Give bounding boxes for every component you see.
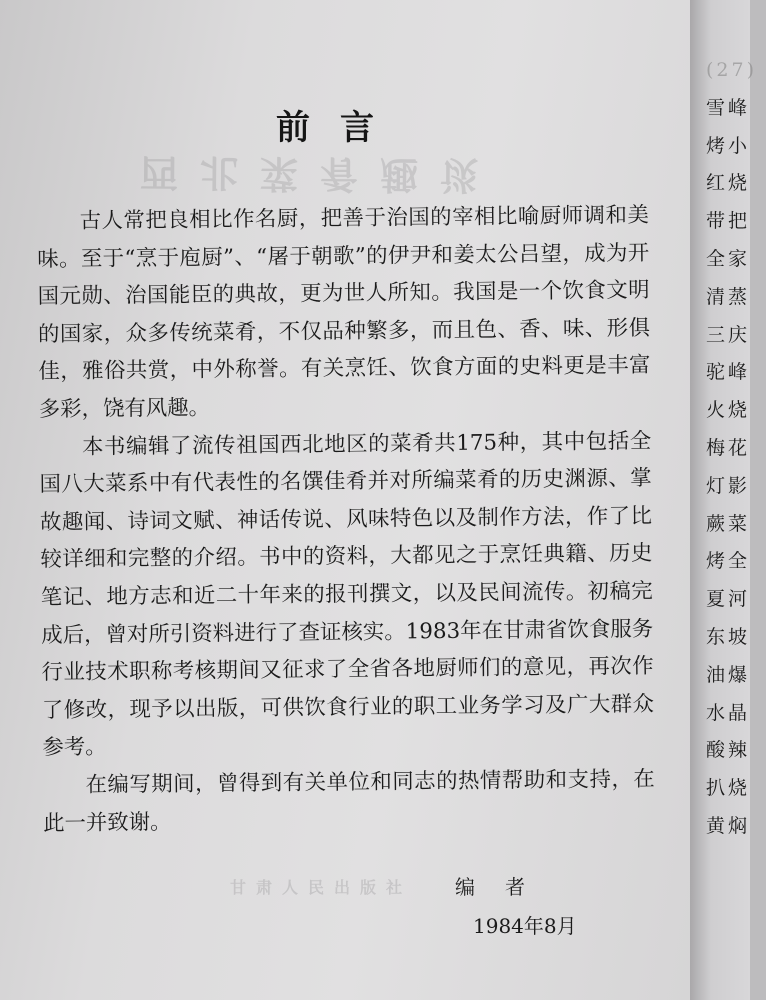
bleed-through-publisher: 甘肃人民出版社 <box>230 878 413 897</box>
facing-page-line: 灯影 <box>706 474 751 497</box>
facing-page-line: 酸辣 <box>706 739 751 762</box>
author-signature: 编者 <box>455 875 555 899</box>
page-title: 前言 <box>276 108 404 148</box>
facing-page-contents <box>706 52 766 846</box>
facing-page-line: 全家 <box>706 247 751 270</box>
facing-page-line: 东坡 <box>706 625 751 648</box>
paragraph: 古人常把良相比作名厨，把善于治国的宰相比喻厨师调和美味。至于“烹于庖厨”、“屠于朝歌”的伊尹和姜太公吕望，成为开国元勋、治国能臣的典故，更为世人所知。我国是一个饮食文明的国家，众多传统菜肴，不仅品种繁多，而且色、香、味、形俱佳，雅俗共赏，中外称誉。有关烹饪、饮食方面的史料更是丰富多彩，饶有风趣。 <box>37 202 651 423</box>
facing-page-line: (27) <box>706 59 758 81</box>
facing-page-line: 蕨菜 <box>706 512 751 535</box>
bleed-through-book-title: 西北菜肴趣谈 <box>139 150 501 199</box>
facing-page-line: 扒烧 <box>706 777 751 800</box>
facing-page-line: 火烧 <box>706 399 751 422</box>
facing-page-line: 红烧 <box>706 172 751 195</box>
facing-page-line: 夏河 <box>706 588 751 611</box>
publication-date: 1984年8月 <box>473 914 577 938</box>
facing-page-line: 雪峰 <box>706 96 751 119</box>
facing-page-line: 三庆 <box>706 323 751 346</box>
facing-page-line: 油爆 <box>706 663 751 686</box>
facing-page-line: 驼峰 <box>706 361 751 384</box>
facing-page-line: 烤全 <box>706 550 751 573</box>
facing-page-line: 烤小 <box>706 134 751 157</box>
paragraph: 在编写期间，曾得到有关单位和同志的热情帮助和支持，在此一并致谢。 <box>43 766 655 836</box>
facing-page-line: 带把 <box>706 210 751 233</box>
facing-page-line: 黄焖 <box>706 814 751 837</box>
facing-page-line: 清蒸 <box>706 285 751 308</box>
preface-body <box>37 197 656 842</box>
facing-page-line: 梅花 <box>706 436 751 459</box>
paragraph: 本书编辑了流传祖国西北地区的菜肴共175种，其中包括全国八大菜系中有代表性的名馔佳肴并对所编菜肴的历史渊源、掌故趣闻、诗词文赋、神话传说、风味特色以及制作方法，作了比较详细和完整的介绍。书中的资料，大都见之于烹饪典籍、历史笔记、地方志和近二十年来的报刊撰文，以及民间流传。初稿完成后，曾对所引资料进行了查证核实。1983年在甘肃省饮食服务行业技术职称考核期间又征求了全省各地厨师们的意见，再次作了修改，现予以出版，可供饮食行业的职工业务学习及广大群众参考。 <box>39 428 655 761</box>
facing-page-line: 水晶 <box>706 701 751 724</box>
